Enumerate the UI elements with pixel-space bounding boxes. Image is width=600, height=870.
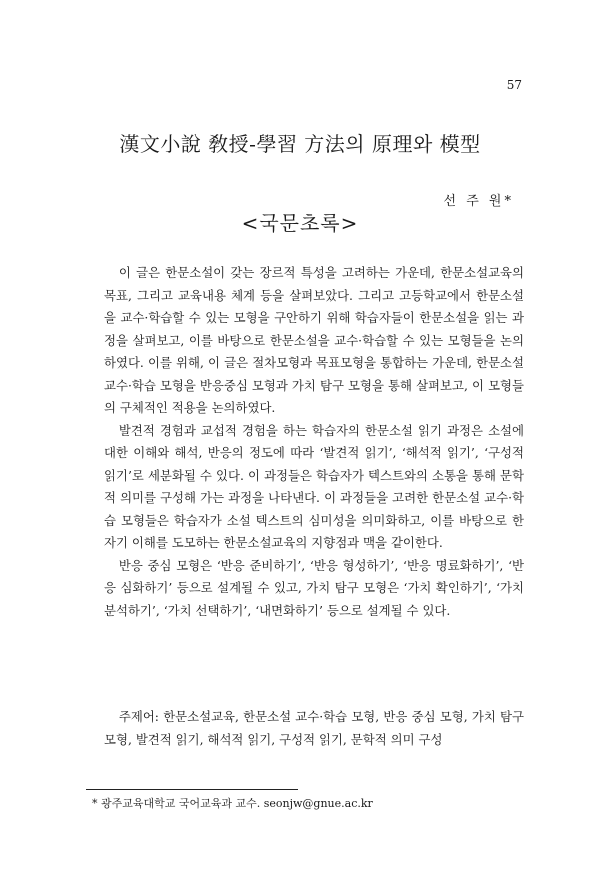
abstract-paragraph: 이 글은 한문소설이 갖는 장르적 특성을 고려하는 가운데, 한문소설교육의 목표, 그리고 교육내용 체계 등을 살펴보았다. 그리고 고등학교에서 한문소설을 교수·학습할 수 있는 모형을 구안하기 위해 학습자들이 한문소설을 읽는 과정을 살펴보고, 이를 바탕으로 한문소설을 교수·학습할 수 있는 모형들을 논의하였다. 이를 위해, 이 글은 절차모형과 목표모형을 통합하는 가운데, 한문소설 교수·학습 모형을 반응중심 모형과 가치 탐구 모형을 통해 살펴보고, 이 모형들의 구체적인 적용을 논의하였다. — [104, 265, 524, 415]
abstract-heading: <국문초록> — [241, 211, 359, 235]
keywords-block — [104, 706, 524, 751]
keywords-text: 주제어: 한문소설교육, 한문소설 교수·학습 모형, 반응 중심 모형, 가치 탐구 모형, 발견적 읽기, 해석적 읽기, 구성적 읽기, 문학적 의미 구성 — [104, 709, 524, 747]
author-name: 선 주 원* — [443, 194, 514, 209]
paper-title: 漢文小說 敎授-學習 方法의 原理와 模型 — [119, 132, 481, 156]
page-number: 57 — [506, 78, 522, 92]
abstract-paragraph: 반응 중심 모형은 ‘반응 준비하기’, ‘반응 형성하기’, ‘반응 명료화하기’, ‘반응 심화하기’ 등으로 설계될 수 있고, 가치 탐구 모형은 ‘가치 확인하기’, ‘가치 분석하기’, ‘가치 선택하기’, ‘내면화하기’ 등으로 설계될 수 있다. — [104, 557, 524, 618]
abstract-paragraph: 발견적 경험과 교섭적 경험을 하는 학습자의 한문소설 읽기 과정은 소설에 대한 이해와 해석, 반응의 정도에 따라 ‘발견적 읽기’, ‘해석적 읽기’, ‘구성적 읽기’로 세분화될 수 있다. 이 과정들은 학습자가 텍스트와의 소통을 통해 문학적 의미를 구성해 가는 과정을 나타낸다. 이 과정들을 고려한 한문소설 교수·학습 모형들은 학습자가 소설 텍스트의 심미성을 의미화하고, 이를 바탕으로 한 자기 이해를 도모하는 한문소설교육의 지향점과 맥을 같이한다. — [104, 422, 524, 550]
footnote-divider — [86, 789, 298, 790]
abstract-body — [104, 262, 524, 622]
author-footnote: * 광주교육대학교 국어교육과 교수. seonjw@gnue.ac.kr — [92, 797, 373, 810]
